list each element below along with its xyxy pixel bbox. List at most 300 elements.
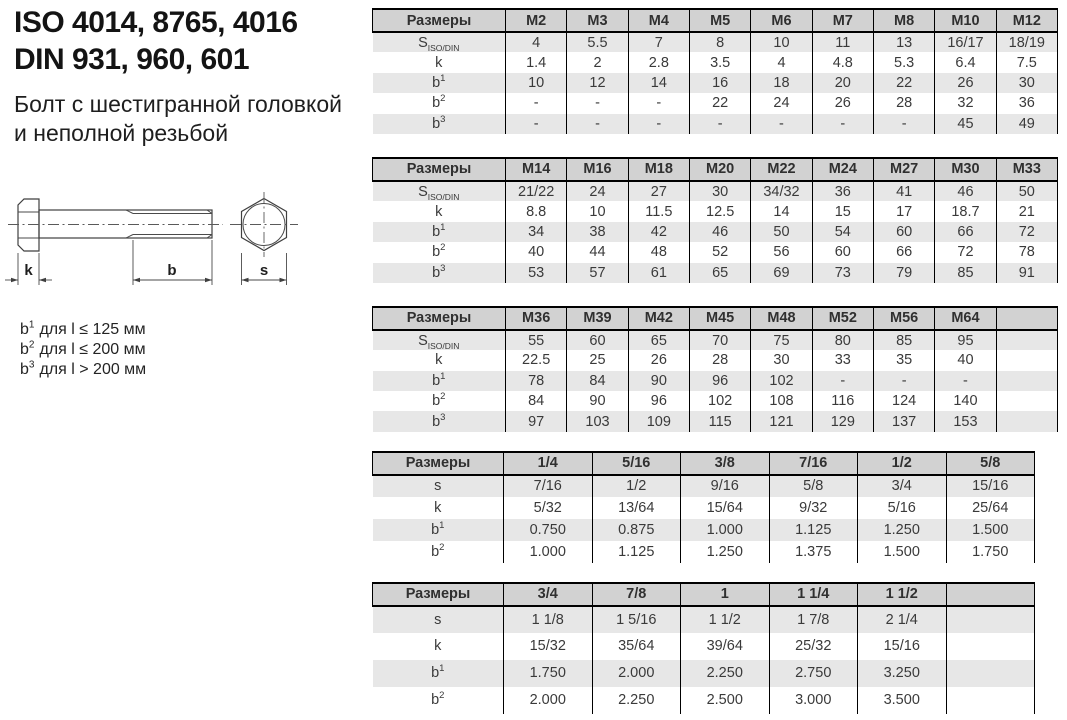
dimension-value-cell: 40 bbox=[506, 242, 567, 262]
dimension-value-cell: 48 bbox=[628, 242, 689, 262]
dimension-value-cell: 137 bbox=[873, 411, 934, 431]
dimension-value-cell: 3.250 bbox=[858, 660, 947, 687]
table-row bbox=[373, 660, 1035, 687]
dimension-value-cell: 34 bbox=[506, 222, 567, 242]
note-b3-sup: 3 bbox=[28, 359, 35, 371]
dimension-value-cell: 102 bbox=[689, 391, 750, 411]
dimension-value-cell: 7/16 bbox=[504, 475, 593, 497]
dimension-value-cell: 1.000 bbox=[504, 541, 593, 563]
size-column-header: 1 bbox=[681, 583, 770, 606]
dimension-value-cell bbox=[996, 371, 1057, 391]
dimension-value-cell: - bbox=[873, 371, 934, 391]
dimension-value-cell: 30 bbox=[751, 350, 812, 370]
dimension-value-cell: 65 bbox=[689, 263, 750, 283]
dimension-value-cell: 129 bbox=[812, 411, 873, 431]
size-column-header bbox=[946, 583, 1035, 606]
size-column-header: M3 bbox=[567, 9, 628, 32]
dimension-row-label: $S_{ISO/DIN}$ bbox=[373, 32, 506, 52]
dimension-value-cell: 116 bbox=[812, 391, 873, 411]
dimension-value-cell: 0.875 bbox=[592, 519, 681, 541]
table-row bbox=[373, 687, 1035, 714]
dimension-value-cell: - bbox=[873, 114, 934, 134]
dimension-value-cell: 46 bbox=[935, 181, 996, 201]
dimension-row-label: s bbox=[373, 606, 504, 633]
dimension-value-cell: 5/16 bbox=[858, 497, 947, 519]
dimension-value-cell: 42 bbox=[628, 222, 689, 242]
dimension-value-cell: 2.8 bbox=[628, 52, 689, 72]
size-column-header: 1 1/2 bbox=[858, 583, 947, 606]
dimension-value-cell: 36 bbox=[812, 181, 873, 201]
din-standards-line: DIN 931, 960, 601 bbox=[14, 43, 250, 76]
dimension-value-cell: 5.5 bbox=[567, 32, 628, 52]
dimension-value-cell: 20 bbox=[812, 73, 873, 93]
size-column-header: M12 bbox=[996, 9, 1057, 32]
dimension-row-label: $b^1$ bbox=[373, 519, 504, 541]
dimension-value-cell: 1.125 bbox=[769, 519, 858, 541]
dimension-value-cell: 7.5 bbox=[996, 52, 1057, 72]
dimension-value-cell: 18.7 bbox=[935, 201, 996, 221]
dimension-value-cell: 52 bbox=[689, 242, 750, 262]
dimension-value-cell: 15/16 bbox=[946, 475, 1035, 497]
dimension-value-cell: 2 bbox=[567, 52, 628, 72]
table-row bbox=[373, 350, 1058, 370]
dimension-value-cell: 1 1/8 bbox=[504, 606, 593, 633]
dimension-value-cell: 60 bbox=[812, 242, 873, 262]
dimension-value-cell: 25 bbox=[567, 350, 628, 370]
size-column-header: 1 1/4 bbox=[769, 583, 858, 606]
dimension-value-cell: 9/16 bbox=[681, 475, 770, 497]
table-header-row bbox=[373, 158, 1058, 181]
dimension-value-cell bbox=[996, 391, 1057, 411]
dimension-value-cell: 1 1/2 bbox=[681, 606, 770, 633]
size-column-header: M24 bbox=[812, 158, 873, 181]
size-column-header: M39 bbox=[567, 307, 628, 330]
note-b1-symbol: b bbox=[20, 321, 29, 338]
dimension-value-cell: 85 bbox=[935, 263, 996, 283]
dimension-value-cell: 15/64 bbox=[681, 497, 770, 519]
dimension-value-cell: 22.5 bbox=[506, 350, 567, 370]
dimension-value-cell: 16 bbox=[689, 73, 750, 93]
note-b3-symbol: b bbox=[20, 361, 29, 378]
dimension-row-label: $S_{ISO/DIN}$ bbox=[373, 330, 506, 350]
row-label-header: Размеры bbox=[373, 452, 504, 475]
dimension-value-cell: 55 bbox=[506, 330, 567, 350]
dimension-value-cell: 72 bbox=[935, 242, 996, 262]
dimension-value-cell: 16/17 bbox=[935, 32, 996, 52]
dimension-value-cell: 30 bbox=[996, 73, 1057, 93]
size-column-header: M10 bbox=[935, 9, 996, 32]
size-column-header: M2 bbox=[506, 9, 567, 32]
dimension-value-cell: 32 bbox=[935, 93, 996, 113]
dimension-row-label: k bbox=[434, 499, 442, 516]
dimension-value-cell: 50 bbox=[996, 181, 1057, 201]
note-b1 bbox=[20, 320, 146, 340]
size-column-header: M27 bbox=[873, 158, 934, 181]
dimension-row-label: s bbox=[373, 475, 504, 497]
note-b1-sup: 1 bbox=[28, 319, 35, 331]
dimension-value-cell: 14 bbox=[751, 201, 812, 221]
note-b2-sup: 2 bbox=[28, 339, 35, 351]
dimension-value-cell: 8.8 bbox=[506, 201, 567, 221]
dimension-value-cell: 5/32 bbox=[504, 497, 593, 519]
bolt-technical-drawing bbox=[2, 190, 312, 312]
dimension-row-label: $b^2$ bbox=[432, 93, 446, 112]
row-label-header: Размеры bbox=[373, 158, 506, 181]
iso-standards-line: ISO 4014, 8765, 4016 bbox=[14, 6, 298, 39]
dimension-value-cell: 13/64 bbox=[592, 497, 681, 519]
table-row bbox=[373, 519, 1035, 541]
size-column-header: 1/4 bbox=[504, 452, 593, 475]
dimension-value-cell: 97 bbox=[506, 411, 567, 431]
product-description bbox=[14, 90, 342, 148]
dimension-value-cell: 35 bbox=[873, 350, 934, 370]
dimension-table-1 bbox=[372, 8, 1058, 134]
thread-length-notes bbox=[20, 320, 146, 380]
bolt-end-view bbox=[230, 192, 298, 257]
dimension-row-label: $S_{ISO/DIN}$ bbox=[373, 181, 506, 201]
dimension-value-cell: 1.250 bbox=[681, 541, 770, 563]
dimension-value-cell: 22 bbox=[689, 93, 750, 113]
size-column-header: M8 bbox=[873, 9, 934, 32]
size-column-header: M30 bbox=[935, 158, 996, 181]
dimension-value-cell bbox=[996, 330, 1057, 350]
size-column-header: M56 bbox=[873, 307, 934, 330]
table-row bbox=[373, 391, 1058, 411]
size-column-header: 3/4 bbox=[504, 583, 593, 606]
dimension-table-4 bbox=[372, 451, 1035, 563]
size-column-header: M16 bbox=[567, 158, 628, 181]
table-row bbox=[373, 633, 1035, 660]
dimension-value-cell: 4 bbox=[751, 52, 812, 72]
table-row bbox=[373, 475, 1035, 497]
dimension-value-cell: 72 bbox=[996, 222, 1057, 242]
table-row bbox=[373, 497, 1035, 519]
dimension-value-cell: 21/22 bbox=[506, 181, 567, 201]
row-label-header: Размеры bbox=[373, 9, 506, 32]
dimension-b bbox=[133, 240, 212, 285]
dimension-value-cell: 4 bbox=[506, 32, 567, 52]
dimension-value-cell: 2.250 bbox=[592, 687, 681, 714]
size-column-header: M36 bbox=[506, 307, 567, 330]
dimension-value-cell: 61 bbox=[628, 263, 689, 283]
dimension-value-cell bbox=[996, 350, 1057, 370]
dimension-value-cell: 10 bbox=[567, 201, 628, 221]
dimension-value-cell: 1 7/8 bbox=[769, 606, 858, 633]
dimension-value-cell: 4.8 bbox=[812, 52, 873, 72]
dimension-value-cell: 78 bbox=[996, 242, 1057, 262]
dimension-value-cell: 102 bbox=[751, 371, 812, 391]
dimension-value-cell: 3.500 bbox=[858, 687, 947, 714]
dimension-value-cell: 2.000 bbox=[592, 660, 681, 687]
size-column-header: 7/16 bbox=[769, 452, 858, 475]
dimension-value-cell: 1.750 bbox=[946, 541, 1035, 563]
dimension-value-cell: 2.000 bbox=[504, 687, 593, 714]
dimension-value-cell: 26 bbox=[812, 93, 873, 113]
dimension-value-cell: 1.000 bbox=[681, 519, 770, 541]
dimension-value-cell: 2.750 bbox=[769, 660, 858, 687]
dimension-value-cell: 65 bbox=[628, 330, 689, 350]
table-row bbox=[373, 606, 1035, 633]
dimension-row-label: $b^1$ bbox=[373, 660, 504, 687]
size-column-header: M18 bbox=[628, 158, 689, 181]
size-column-header: M33 bbox=[996, 158, 1057, 181]
dimension-value-cell: 78 bbox=[506, 371, 567, 391]
size-column-header: M4 bbox=[628, 9, 689, 32]
dimension-row-label: $b^3$ bbox=[373, 263, 506, 283]
table-row bbox=[373, 541, 1035, 563]
dimension-value-cell: 21 bbox=[996, 201, 1057, 221]
note-b3-text: для l > 200 мм bbox=[39, 361, 147, 378]
table-row bbox=[373, 93, 1058, 113]
table-row bbox=[373, 371, 1058, 391]
dimension-row-label: $b^1$ bbox=[373, 222, 506, 242]
dimension-value-cell: 84 bbox=[567, 371, 628, 391]
dimension-value-cell: 1.500 bbox=[858, 541, 947, 563]
size-column-header: M48 bbox=[751, 307, 812, 330]
dimension-value-cell: 11 bbox=[812, 32, 873, 52]
dimension-value-cell bbox=[996, 411, 1057, 431]
table-header-row bbox=[373, 583, 1035, 606]
dimension-value-cell: 109 bbox=[628, 411, 689, 431]
dimension-value-cell: 84 bbox=[506, 391, 567, 411]
dimension-value-cell: 24 bbox=[751, 93, 812, 113]
dimension-value-cell: 103 bbox=[567, 411, 628, 431]
dim-label-k: k bbox=[24, 262, 33, 279]
dimension-value-cell: 1.4 bbox=[506, 52, 567, 72]
dimension-row-label: k bbox=[435, 54, 443, 71]
table-row bbox=[373, 222, 1058, 242]
dimension-value-cell: 124 bbox=[873, 391, 934, 411]
dimension-value-cell: - bbox=[506, 114, 567, 134]
dimension-value-cell: 121 bbox=[751, 411, 812, 431]
dimension-row-label: $b^1$ bbox=[373, 371, 506, 391]
dimension-value-cell: 6.4 bbox=[935, 52, 996, 72]
dimension-value-cell: 34/32 bbox=[751, 181, 812, 201]
size-column-header: M42 bbox=[628, 307, 689, 330]
size-column-header: M5 bbox=[689, 9, 750, 32]
dimension-value-cell: 45 bbox=[935, 114, 996, 134]
dimension-value-cell: 1.125 bbox=[592, 541, 681, 563]
size-column-header: 3/8 bbox=[681, 452, 770, 475]
table-row bbox=[373, 32, 1058, 52]
description-line-1: Болт с шестигранной головкой bbox=[14, 91, 342, 117]
dimension-value-cell: 1 5/16 bbox=[592, 606, 681, 633]
dimension-value-cell: 3.000 bbox=[769, 687, 858, 714]
size-column-header: M7 bbox=[812, 9, 873, 32]
dimension-value-cell: - bbox=[628, 93, 689, 113]
dimension-value-cell: 9/32 bbox=[769, 497, 858, 519]
dimension-value-cell: 18 bbox=[751, 73, 812, 93]
dimension-value-cell: 96 bbox=[689, 371, 750, 391]
table-row bbox=[373, 330, 1058, 350]
dimension-value-cell: 57 bbox=[567, 263, 628, 283]
dimension-value-cell: 36 bbox=[996, 93, 1057, 113]
table-header-row bbox=[373, 452, 1035, 475]
dimension-value-cell: 91 bbox=[996, 263, 1057, 283]
dimension-value-cell: 8 bbox=[689, 32, 750, 52]
table-header-row bbox=[373, 9, 1058, 32]
dimension-value-cell: 2.500 bbox=[681, 687, 770, 714]
dimension-value-cell: 17 bbox=[873, 201, 934, 221]
dimension-value-cell: - bbox=[567, 114, 628, 134]
table-row bbox=[373, 242, 1058, 262]
dimension-table-2 bbox=[372, 157, 1058, 283]
dimension-value-cell bbox=[946, 633, 1035, 660]
table-row bbox=[373, 201, 1058, 221]
dimension-value-cell bbox=[946, 606, 1035, 633]
dimension-value-cell: 25/32 bbox=[769, 633, 858, 660]
size-column-header: M64 bbox=[935, 307, 996, 330]
dimension-value-cell: 50 bbox=[751, 222, 812, 242]
table-row bbox=[373, 52, 1058, 72]
dimension-value-cell: 35/64 bbox=[592, 633, 681, 660]
dimension-value-cell: 70 bbox=[689, 330, 750, 350]
dimension-value-cell: 75 bbox=[751, 330, 812, 350]
note-b2-text: для l ≤ 200 мм bbox=[39, 341, 146, 358]
dimension-k bbox=[5, 253, 52, 285]
table-row bbox=[373, 181, 1058, 201]
dimension-value-cell: 22 bbox=[873, 73, 934, 93]
dimension-value-cell: 1.250 bbox=[858, 519, 947, 541]
size-column-header: 1/2 bbox=[858, 452, 947, 475]
note-b2-symbol: b bbox=[20, 341, 29, 358]
dimension-value-cell: 2.250 bbox=[681, 660, 770, 687]
dimension-value-cell: 54 bbox=[812, 222, 873, 242]
note-b1-text: для l ≤ 125 мм bbox=[39, 321, 146, 338]
dimension-value-cell: 27 bbox=[628, 181, 689, 201]
table-header-row bbox=[373, 307, 1058, 330]
dimension-value-cell: 53 bbox=[506, 263, 567, 283]
size-column-header: 5/16 bbox=[592, 452, 681, 475]
dimension-value-cell: 39/64 bbox=[681, 633, 770, 660]
dimension-value-cell: - bbox=[628, 114, 689, 134]
dimension-value-cell bbox=[946, 687, 1035, 714]
size-column-header: M20 bbox=[689, 158, 750, 181]
dimension-value-cell: 12.5 bbox=[689, 201, 750, 221]
dimension-value-cell: 69 bbox=[751, 263, 812, 283]
dimension-row-label: $b^2$ bbox=[431, 542, 445, 560]
dimension-value-cell: 90 bbox=[628, 371, 689, 391]
dimension-value-cell: - bbox=[506, 93, 567, 113]
dimension-value-cell: 1.500 bbox=[946, 519, 1035, 541]
dim-label-s: s bbox=[259, 262, 269, 279]
dim-label-b: b bbox=[167, 262, 177, 279]
bolt-side-view bbox=[8, 199, 223, 251]
size-column-header: M14 bbox=[506, 158, 567, 181]
dimension-value-cell: 26 bbox=[628, 350, 689, 370]
dimension-value-cell: 1.750 bbox=[504, 660, 593, 687]
dimension-value-cell: 73 bbox=[812, 263, 873, 283]
size-column-header: M22 bbox=[751, 158, 812, 181]
dimension-value-cell: 1/2 bbox=[592, 475, 681, 497]
dimension-value-cell: 115 bbox=[689, 411, 750, 431]
dimension-value-cell: 153 bbox=[935, 411, 996, 431]
dimension-value-cell: - bbox=[567, 93, 628, 113]
dimension-value-cell: 18/19 bbox=[996, 32, 1057, 52]
dimension-value-cell: 28 bbox=[873, 93, 934, 113]
dimension-value-cell: 1.375 bbox=[769, 541, 858, 563]
dimension-value-cell: 66 bbox=[873, 242, 934, 262]
dimension-value-cell: 41 bbox=[873, 181, 934, 201]
row-label-header: Размеры bbox=[373, 307, 506, 330]
dimension-value-cell: 66 bbox=[935, 222, 996, 242]
dimension-row-label: $b^2$ bbox=[432, 391, 446, 410]
dimension-value-cell: 60 bbox=[567, 330, 628, 350]
size-column-header bbox=[996, 307, 1057, 330]
dimension-value-cell: 13 bbox=[873, 32, 934, 52]
dimension-value-cell: 3/4 bbox=[858, 475, 947, 497]
standards-title bbox=[14, 4, 298, 78]
size-column-header: 7/8 bbox=[592, 583, 681, 606]
dimension-value-cell: 33 bbox=[812, 350, 873, 370]
dimension-value-cell: 85 bbox=[873, 330, 934, 350]
dimension-value-cell: - bbox=[812, 114, 873, 134]
dimension-value-cell: 95 bbox=[935, 330, 996, 350]
dimension-value-cell bbox=[946, 660, 1035, 687]
size-column-header: M6 bbox=[751, 9, 812, 32]
dimension-value-cell: 44 bbox=[567, 242, 628, 262]
dimension-value-cell: 40 bbox=[935, 350, 996, 370]
dimension-value-cell: 49 bbox=[996, 114, 1057, 134]
dimension-row-label: $b^3$ bbox=[373, 114, 506, 134]
dimension-row-label: $b^2$ bbox=[432, 242, 446, 261]
dimension-value-cell: 24 bbox=[567, 181, 628, 201]
dimension-value-cell: 15/32 bbox=[504, 633, 593, 660]
dimension-value-cell: 3.5 bbox=[689, 52, 750, 72]
dimension-value-cell: 96 bbox=[628, 391, 689, 411]
dimension-value-cell: 90 bbox=[567, 391, 628, 411]
dimension-value-cell: 15 bbox=[812, 201, 873, 221]
dimension-value-cell: 12 bbox=[567, 73, 628, 93]
dimension-value-cell: 15/16 bbox=[858, 633, 947, 660]
dimension-value-cell: 2 1/4 bbox=[858, 606, 947, 633]
dimension-value-cell: - bbox=[751, 114, 812, 134]
dimension-row-label: k bbox=[434, 638, 442, 655]
dimension-value-cell: 25/64 bbox=[946, 497, 1035, 519]
dimension-value-cell: 26 bbox=[935, 73, 996, 93]
description-line-2: и неполной резьбой bbox=[14, 120, 229, 146]
dimension-value-cell: 60 bbox=[873, 222, 934, 242]
dimension-table-3 bbox=[372, 306, 1058, 432]
dimension-value-cell: 5.3 bbox=[873, 52, 934, 72]
table-row bbox=[373, 73, 1058, 93]
size-column-header: 5/8 bbox=[946, 452, 1035, 475]
table-row bbox=[373, 411, 1058, 431]
dimension-value-cell: 10 bbox=[751, 32, 812, 52]
dimension-row-label: $b^1$ bbox=[373, 73, 506, 93]
dimension-value-cell: 5/8 bbox=[769, 475, 858, 497]
dimension-value-cell: 80 bbox=[812, 330, 873, 350]
table-row bbox=[373, 263, 1058, 283]
dimension-row-label: $b^2$ bbox=[431, 690, 445, 709]
dimension-value-cell: 38 bbox=[567, 222, 628, 242]
dimension-value-cell: 140 bbox=[935, 391, 996, 411]
dimension-value-cell: - bbox=[812, 371, 873, 391]
dimension-value-cell: 56 bbox=[751, 242, 812, 262]
dimension-value-cell: 46 bbox=[689, 222, 750, 242]
note-b3 bbox=[20, 360, 146, 380]
note-b2 bbox=[20, 340, 146, 360]
dimension-row-label: $b^3$ bbox=[373, 411, 506, 431]
dimension-row-label: k bbox=[435, 203, 443, 220]
dimension-value-cell: 108 bbox=[751, 391, 812, 411]
dimension-row-label: k bbox=[435, 352, 443, 369]
size-column-header: M45 bbox=[689, 307, 750, 330]
dimension-value-cell: - bbox=[689, 114, 750, 134]
dimension-value-cell: 30 bbox=[689, 181, 750, 201]
dimension-value-cell: 14 bbox=[628, 73, 689, 93]
dimension-value-cell: 79 bbox=[873, 263, 934, 283]
